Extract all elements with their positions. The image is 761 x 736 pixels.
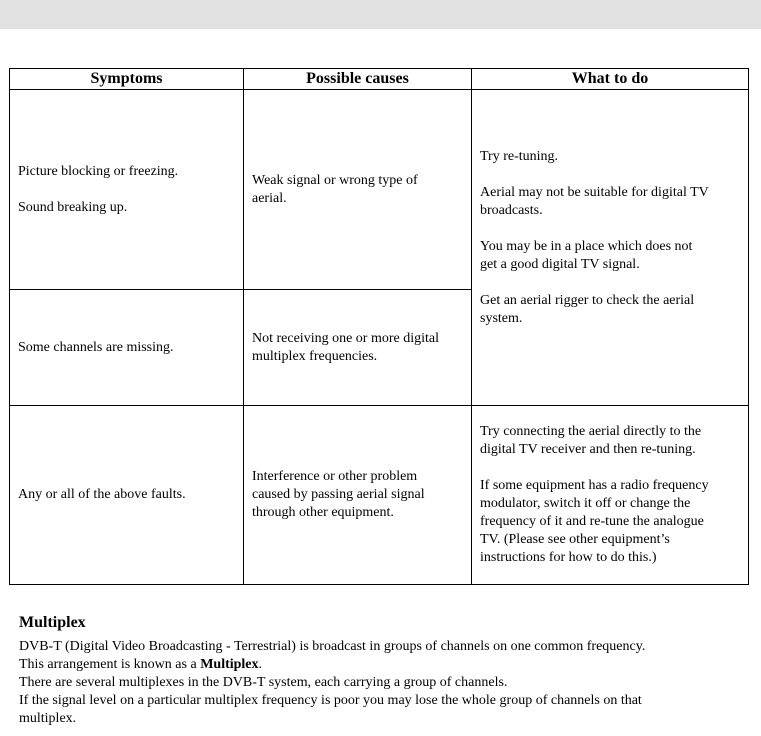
symptom-text: Some channels are missing. <box>18 339 174 355</box>
advice-text: digital TV receiver and then re-tuning. <box>480 442 696 457</box>
multiplex-term: Multiplex <box>200 657 259 672</box>
table-row <box>10 406 749 585</box>
cause-text: Not receiving one or more digital <box>252 330 439 346</box>
advice-text: Try connecting the aerial directly to the <box>480 424 702 439</box>
advice-text: Try re-tuning. <box>480 148 559 164</box>
multiplex-paragraph <box>19 656 749 674</box>
what-to-do-cell <box>472 90 749 406</box>
symptom-cell <box>10 290 244 406</box>
advice-text: If some equipment has a radio frequency <box>480 478 709 493</box>
cause-cell <box>244 90 472 290</box>
multiplex-text: This arrangement is known as a <box>19 657 201 672</box>
cause-text: aerial. <box>252 190 287 206</box>
header-symptoms: Symptoms <box>10 69 244 90</box>
multiplex-heading: Multiplex <box>19 614 86 631</box>
multiplex-section <box>19 613 749 728</box>
advice-text: broadcasts. <box>480 202 543 218</box>
multiplex-paragraph: There are several multiplexes in the DVB-T system, each carrying a group of channels. <box>19 675 508 690</box>
multiplex-paragraph: DVB-T (Digital Video Broadcasting - Terrestrial) is broadcast in groups of channels on one common frequency. <box>19 639 646 654</box>
header-what-to-do: What to do <box>472 69 749 90</box>
advice-text: Get an aerial rigger to check the aerial <box>480 292 695 308</box>
cause-text: through other equipment. <box>252 505 394 520</box>
advice-text: get a good digital TV signal. <box>480 256 640 272</box>
symptom-cell <box>10 90 244 290</box>
multiplex-paragraph: If the signal level on a particular multiplex frequency is poor you may lose the whole group of channels on that <box>19 693 642 708</box>
cause-text: multiplex frequencies. <box>252 348 378 364</box>
table-row <box>10 90 749 290</box>
advice-text: modulator, switch it off or change the <box>480 496 691 511</box>
advice-text: You may be in a place which does not <box>480 238 693 254</box>
cause-cell <box>244 290 472 406</box>
advice-text: TV. (Please see other equipment’s <box>480 532 670 547</box>
symptom-text: Picture blocking or freezing. <box>18 163 179 179</box>
table-header-row <box>10 69 749 90</box>
symptom-text: Any or all of the above faults. <box>18 487 186 502</box>
troubleshooting-table <box>9 68 749 585</box>
advice-text: frequency of it and re-tune the analogue <box>480 514 704 529</box>
multiplex-paragraph: multiplex. <box>19 711 77 726</box>
advice-text: system. <box>480 310 523 326</box>
advice-text: instructions for how to do this.) <box>480 550 657 565</box>
what-to-do-cell <box>472 406 749 585</box>
symptom-text: Sound breaking up. <box>18 199 128 215</box>
top-bar <box>0 0 761 29</box>
header-possible-causes: Possible causes <box>244 69 472 90</box>
cause-cell <box>244 406 472 585</box>
cause-text: Weak signal or wrong type of <box>252 172 418 188</box>
cause-text: Interference or other problem <box>252 469 418 484</box>
multiplex-text: . <box>258 657 263 672</box>
symptom-cell <box>10 406 244 585</box>
advice-text: Aerial may not be suitable for digital TV <box>480 184 709 200</box>
cause-text: caused by passing aerial signal <box>252 487 425 502</box>
